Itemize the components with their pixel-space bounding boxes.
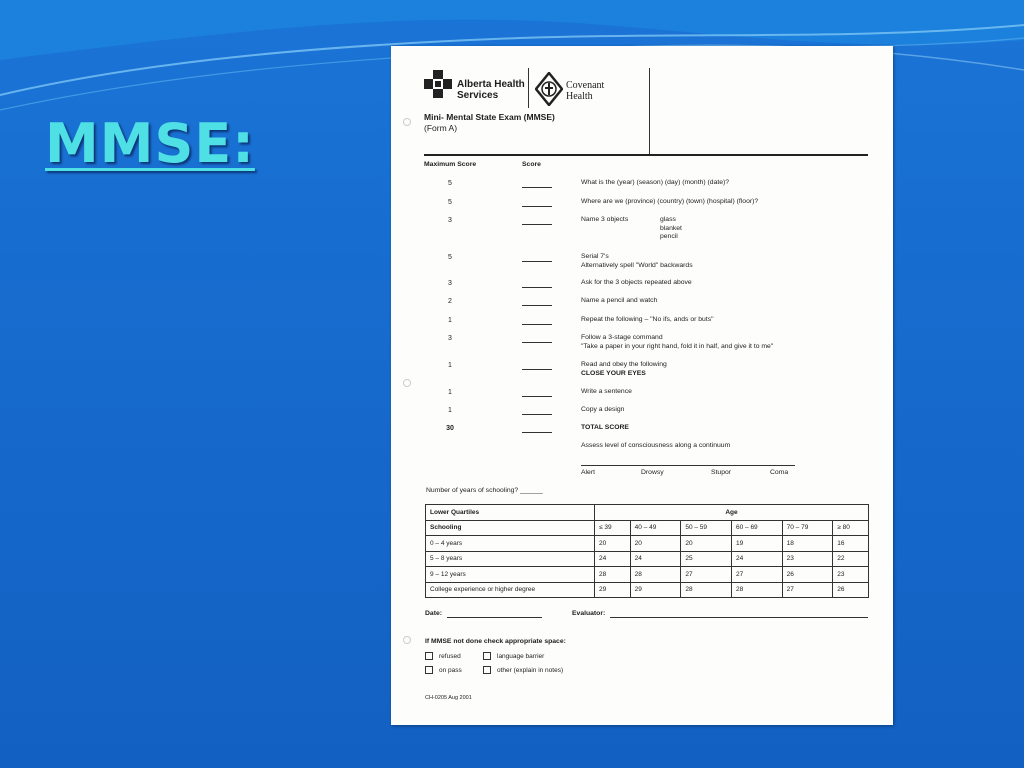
age-band: 40 – 49 <box>630 520 681 536</box>
score-blank[interactable] <box>522 305 552 306</box>
table-cell: 23 <box>782 551 833 567</box>
table-cell: 18 <box>782 536 833 552</box>
score-header: Score <box>522 161 541 168</box>
level-alert: Alert <box>581 469 595 476</box>
checkbox-on-pass[interactable]: on pass <box>425 666 462 674</box>
max-score: 1 <box>448 362 452 369</box>
alberta-health-name: Alberta Health Services <box>457 79 525 101</box>
question: What is the (year) (season) (day) (month) (date)? <box>581 179 730 186</box>
max-score: 1 <box>448 407 452 414</box>
schooling-label: 9 – 12 years <box>426 567 595 583</box>
question: Follow a 3-stage command "Take a paper in your right hand, fold it in half, and give it to me" <box>581 334 774 350</box>
table-cell: 20 <box>681 536 732 552</box>
age-band: ≤ 39 <box>595 520 631 536</box>
table-corner: Lower Quartiles <box>426 505 595 521</box>
table-row <box>426 536 869 552</box>
question: Where are we (province) (country) (town) (hospital) (floor)? <box>581 198 759 205</box>
header-rule <box>424 154 868 156</box>
schooling-header: Schooling <box>426 520 595 536</box>
score-blank[interactable] <box>522 206 552 207</box>
table-row <box>426 582 869 598</box>
lower-quartiles-table <box>425 504 869 598</box>
checkbox-other[interactable]: other (explain in notes) <box>483 666 563 674</box>
table-cell: 27 <box>731 567 782 583</box>
score-blank[interactable] <box>522 261 552 262</box>
checkbox-icon[interactable] <box>425 652 433 660</box>
score-blank[interactable] <box>522 396 552 397</box>
date-label: Date: <box>425 610 442 617</box>
checkbox-icon[interactable] <box>483 666 491 674</box>
question: Copy a design <box>581 406 625 413</box>
score-blank[interactable] <box>522 187 552 188</box>
total-score-label: TOTAL SCORE <box>581 424 629 431</box>
form-footer-code: CH-0205 Aug 2001 <box>425 695 472 701</box>
question: Ask for the 3 objects repeated above <box>581 279 692 286</box>
slide-title: MMSE: <box>45 112 255 175</box>
max-score: 5 <box>448 199 452 206</box>
not-done-heading: If MMSE not done check appropriate space: <box>425 638 566 645</box>
level-drowsy: Drowsy <box>641 469 664 476</box>
table-cell: 19 <box>731 536 782 552</box>
question: Name a pencil and watch <box>581 297 658 304</box>
punch-hole <box>403 379 411 387</box>
table-cell: 25 <box>681 551 732 567</box>
age-band: 50 – 59 <box>681 520 732 536</box>
checkbox-icon[interactable] <box>425 666 433 674</box>
total-score-blank[interactable] <box>522 432 552 433</box>
max-score: 3 <box>448 335 452 342</box>
level-stupor: Stupor <box>711 469 732 476</box>
table-cell: 28 <box>681 582 732 598</box>
age-band: ≥ 80 <box>833 520 869 536</box>
table-cell: 27 <box>782 582 833 598</box>
evaluator-line[interactable] <box>610 617 868 618</box>
age-band: 70 – 79 <box>782 520 833 536</box>
max-score: 2 <box>448 298 452 305</box>
covenant-health-logo-icon <box>535 72 563 106</box>
question: Repeat the following – "No ifs, ands or buts" <box>581 316 714 323</box>
question: Name 3 objects <box>581 216 629 223</box>
max-score: 3 <box>448 280 452 287</box>
table-cell: 23 <box>833 567 869 583</box>
consciousness-prompt: Assess level of consciousness along a continuum <box>581 442 731 449</box>
form-subtitle: (Form A) <box>424 123 458 133</box>
table-cell: 20 <box>630 536 681 552</box>
checkbox-language-barrier[interactable]: language barrier <box>483 652 544 660</box>
mmse-form-scan <box>391 46 893 725</box>
max-score: 5 <box>448 254 452 261</box>
schooling-label: College experience or higher degree <box>426 582 595 598</box>
score-blank[interactable] <box>522 287 552 288</box>
punch-hole <box>403 118 411 126</box>
score-blank[interactable] <box>522 369 552 370</box>
consciousness-continuum[interactable] <box>581 465 795 466</box>
table-cell: 20 <box>595 536 631 552</box>
checkbox-refused[interactable]: refused <box>425 652 461 660</box>
age-header: Age <box>595 505 869 521</box>
punch-hole <box>403 636 411 644</box>
table-header-row <box>426 520 869 536</box>
table-cell: 26 <box>833 582 869 598</box>
table-cell: 16 <box>833 536 869 552</box>
table-cell: 28 <box>731 582 782 598</box>
object-list: glass blanket pencil <box>660 216 682 240</box>
table-cell: 24 <box>595 551 631 567</box>
max-score: 5 <box>448 180 452 187</box>
age-band: 60 – 69 <box>731 520 782 536</box>
score-blank[interactable] <box>522 324 552 325</box>
max-score: 1 <box>448 317 452 324</box>
checkbox-icon[interactable] <box>483 652 491 660</box>
table-cell: 26 <box>782 567 833 583</box>
table-cell: 28 <box>630 567 681 583</box>
table-row <box>426 551 869 567</box>
question: Write a sentence <box>581 388 632 395</box>
schooling-label: 0 – 4 years <box>426 536 595 552</box>
question: Serial 7's Alternatively spell "World" backwards <box>581 253 693 269</box>
covenant-health-name: Covenant Health <box>566 80 605 102</box>
logo-divider <box>528 68 529 108</box>
evaluator-label: Evaluator: <box>572 610 606 617</box>
table-cell: 24 <box>630 551 681 567</box>
table-cell: 22 <box>833 551 869 567</box>
table-header-row <box>426 505 869 521</box>
date-line[interactable] <box>447 617 542 618</box>
table-row <box>426 567 869 583</box>
alberta-health-logo-icon <box>424 70 452 98</box>
max-score: 1 <box>448 389 452 396</box>
max-score: 3 <box>448 217 452 224</box>
form-title: Mini- Mental State Exam (MMSE) <box>424 112 555 122</box>
score-blank[interactable] <box>522 342 552 343</box>
max-score-header: Maximum Score <box>424 161 477 168</box>
schooling-question: Number of years of schooling? ______ <box>426 487 543 494</box>
table-cell: 24 <box>731 551 782 567</box>
schooling-label: 5 – 8 years <box>426 551 595 567</box>
table-cell: 27 <box>681 567 732 583</box>
table-cell: 29 <box>630 582 681 598</box>
total-max-score: 30 <box>446 425 454 432</box>
level-coma: Coma <box>770 469 789 476</box>
question: Read and obey the following CLOSE YOUR EYES <box>581 361 667 377</box>
header-divider <box>649 68 650 154</box>
table-cell: 29 <box>595 582 631 598</box>
score-blank[interactable] <box>522 414 552 415</box>
score-blank[interactable] <box>522 224 552 225</box>
table-cell: 28 <box>595 567 631 583</box>
